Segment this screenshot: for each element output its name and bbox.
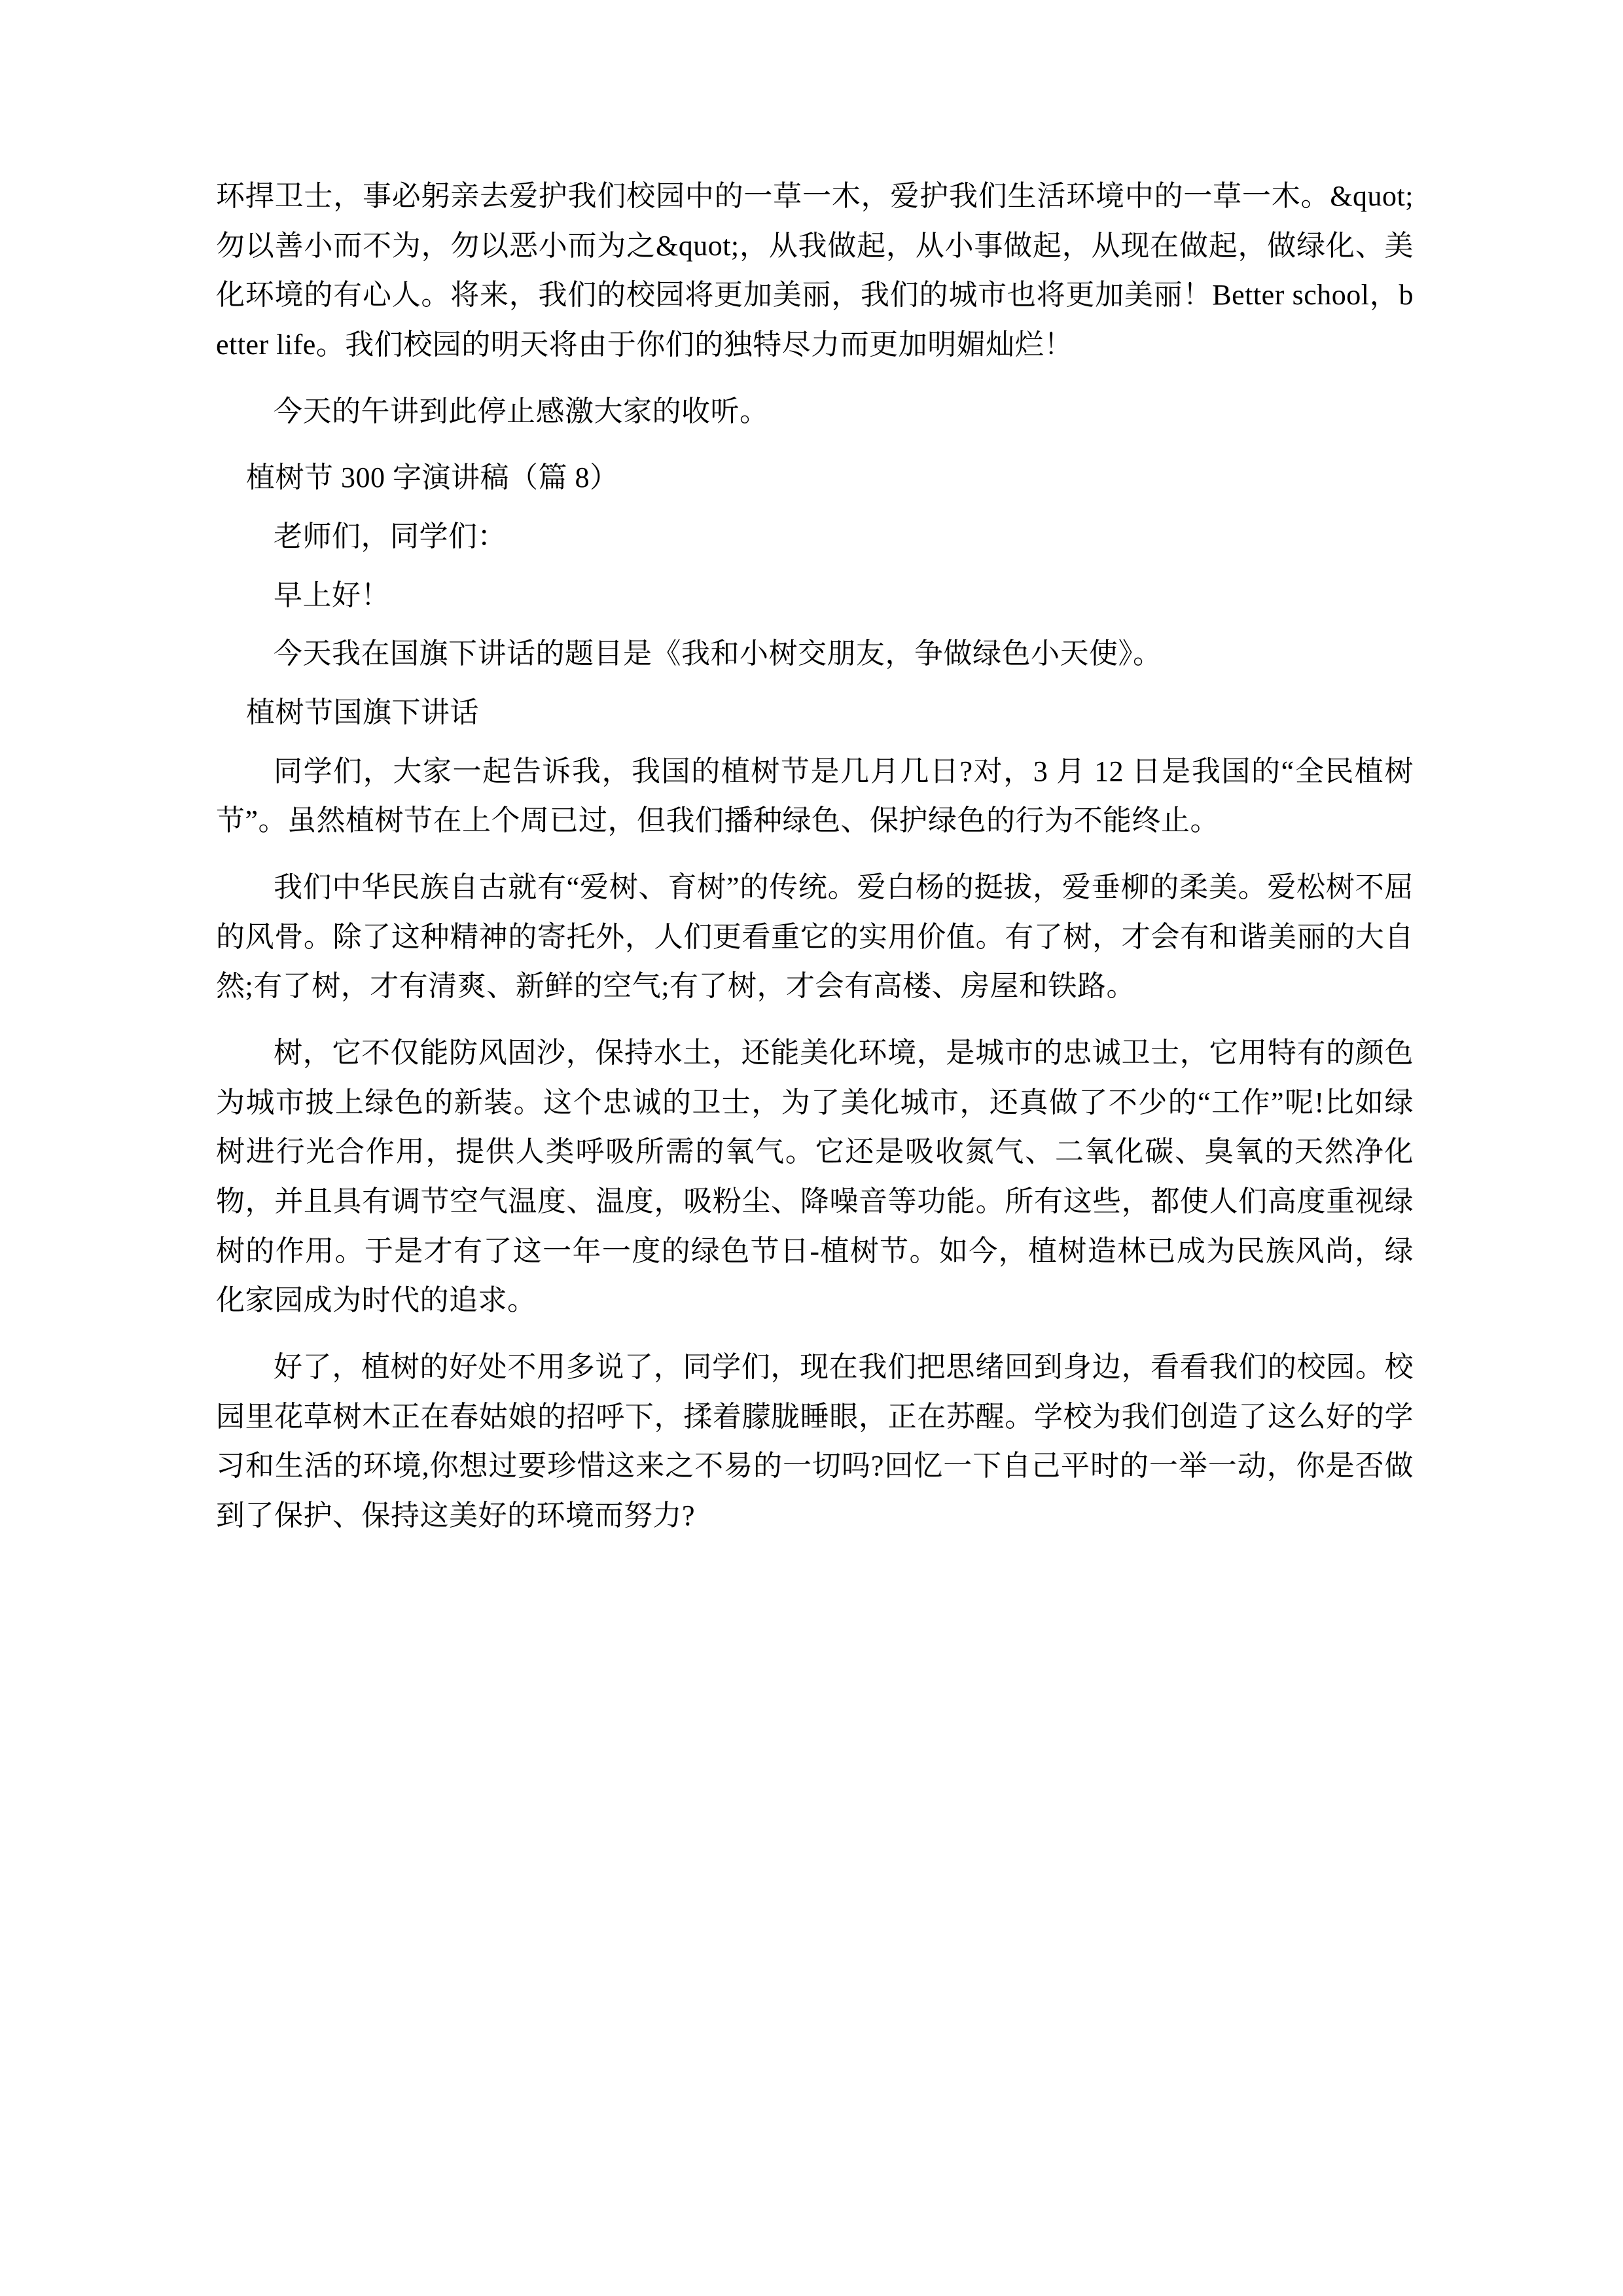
document-body: [216, 171, 1414, 1541]
paragraph: 早上好！: [274, 579, 390, 611]
paragraph: 我们中华民族自古就有“爱树、育树”的传统。爱白杨的挺拔，爱垂柳的柔美。爱松树不屈的风骨。除了这种精神的寄托外，人们更看重它的实用价值。有了树，才会有和谐美丽的大自然;有了树，才有清爽、新鲜的空气;有了树，才会有高楼、房屋和铁路。: [216, 871, 1414, 1003]
paragraph: 环捍卫士，事必躬亲去爱护我们校园中的一草一木，爱护我们生活环境中的一草一木。&quot;勿以善小而不为，勿以恶小而为之&quot;，从我做起，从小事做起，从现在做起，做绿化、美化环境的有心人。将来，我们的校园将更加美丽，我们的城市也将更加美丽！Better school，better life。我们校园的明天将由于你们的独特尽力而更加明媚灿烂！: [216, 180, 1414, 361]
paragraph: 今天的午讲到此停止感激大家的收听。: [274, 395, 769, 427]
paragraph: 老师们，同学们：: [274, 520, 507, 553]
paragraph: 好了，植树的好处不用多说了，同学们，现在我们把思绪回到身边，看看我们的校园。校园里花草树木正在春姑娘的招呼下，揉着朦胧睡眼，正在苏醒。学校为我们创造了这么好的学习和生活的环境,你想过要珍惜这来之不易的一切吗?回忆一下自己平时的一举一动，你是否做到了保护、保持这美好的环境而努力?: [216, 1351, 1414, 1532]
section-heading: 植树节 300 字演讲稿（篇 8）: [246, 461, 619, 494]
paragraph: 今天我在国旗下讲话的题目是《我和小树交朋友，争做绿色小天使》。: [274, 637, 1162, 670]
paragraph: 同学们，大家一起告诉我，我国的植树节是几月几日?对，3 月 12 日是我国的“全民植树节”。虽然植树节在上个周已过，但我们播种绿色、保护绿色的行为不能终止。: [216, 755, 1414, 837]
paragraph: 树，它不仅能防风固沙，保持水土，还能美化环境，是城市的忠诚卫士，它用特有的颜色为城市披上绿色的新装。这个忠诚的卫士，为了美化城市，还真做了不少的“工作”呢!比如绿树进行光合作用，提供人类呼吸所需的氧气。它还是吸收氮气、二氧化碳、臭氧的天然净化物，并且具有调节空气温度、温度，吸粉尘、降噪音等功能。所有这些，都使人们高度重视绿树的作用。于是才有了这一年一度的绿色节日-植树节。如今，植树造林已成为民族风尚，绿化家园成为时代的追求。: [216, 1037, 1414, 1317]
sub-heading: 植树节国旗下讲话: [246, 696, 479, 729]
